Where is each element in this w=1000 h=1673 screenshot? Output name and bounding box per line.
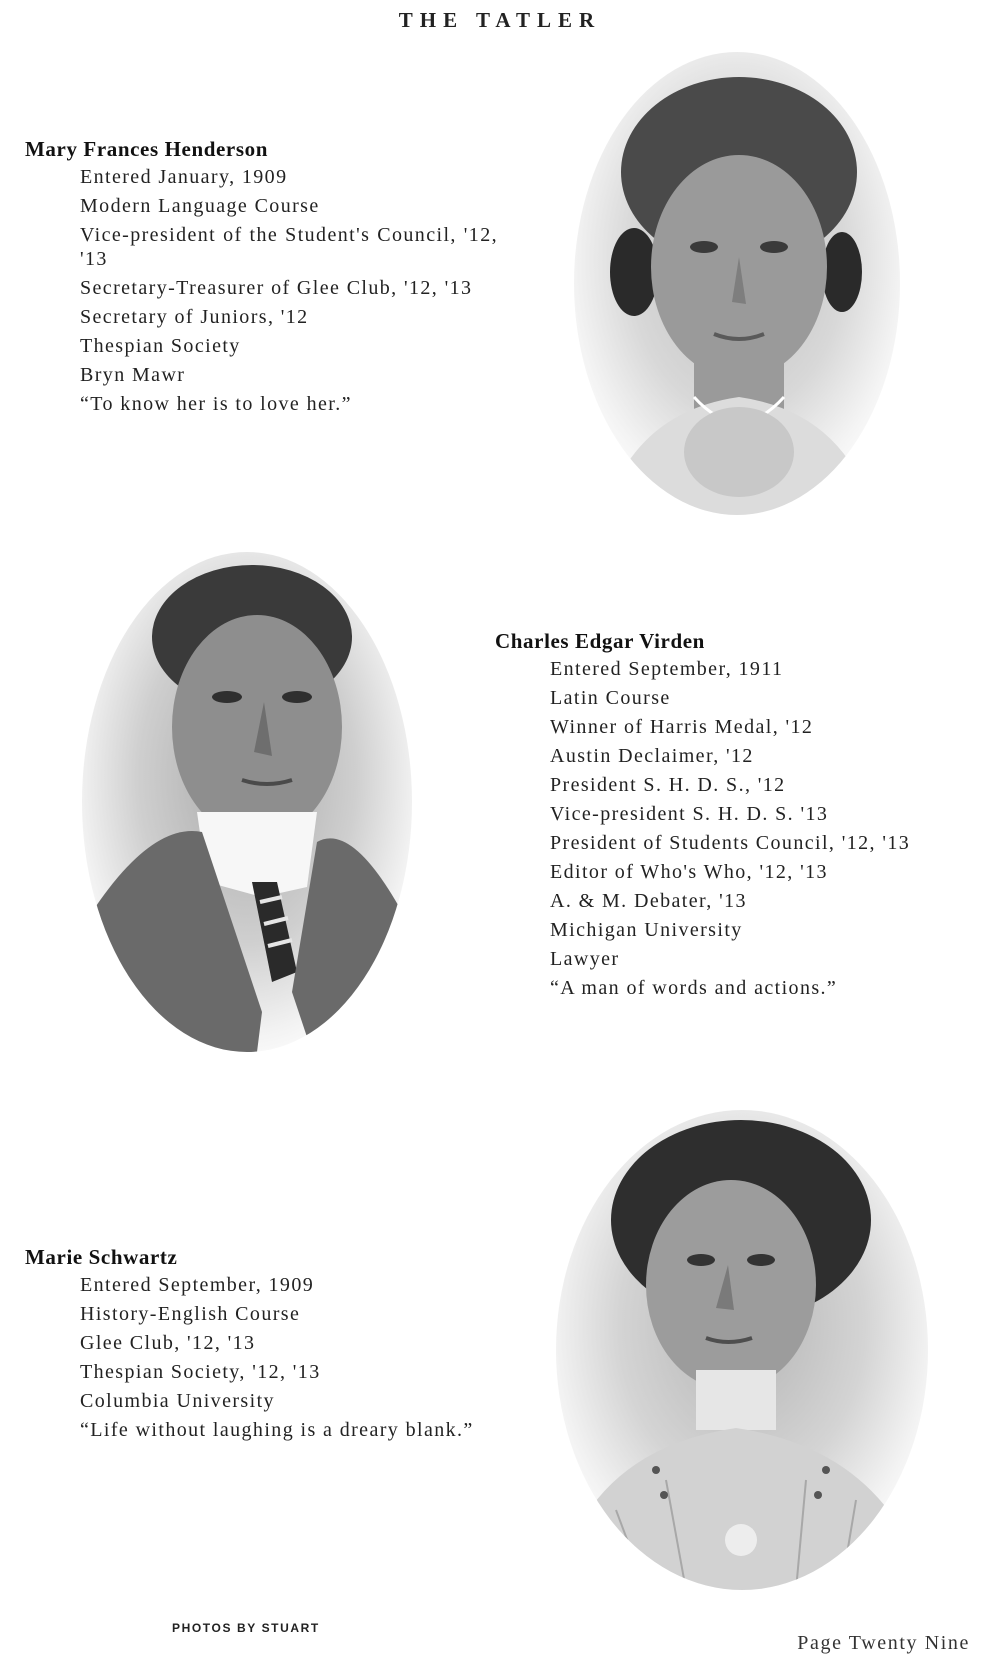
detail-line: Secretary-Treasurer of Glee Club, '12, '13 xyxy=(80,277,473,299)
photo-credit: PHOTOS BY STUART xyxy=(172,1621,320,1635)
detail-line: President S. H. D. S., '12 xyxy=(550,774,786,796)
portrait-photo-schwartz xyxy=(556,1110,928,1590)
detail-line: Michigan University xyxy=(550,919,743,941)
detail-line: Editor of Who's Who, '12, '13 xyxy=(550,861,828,883)
detail-line: “A man of words and actions.” xyxy=(550,977,838,999)
detail-line: Thespian Society xyxy=(80,335,241,357)
detail-line: Entered January, 1909 xyxy=(80,166,288,188)
student-name: Charles Edgar Virden xyxy=(495,629,705,653)
detail-line: “Life without laughing is a dreary blank.” xyxy=(80,1419,474,1441)
student-details xyxy=(495,657,975,1000)
student-details xyxy=(25,165,498,416)
detail-line: A. & M. Debater, '13 xyxy=(550,890,747,912)
detail-line: Latin Course xyxy=(550,687,671,709)
detail-line: Bryn Mawr xyxy=(80,364,186,386)
entry-henderson xyxy=(25,137,498,421)
page-number: Page Twenty Nine xyxy=(797,1632,970,1654)
entry-virden xyxy=(495,629,975,1005)
masthead: THE TATLER xyxy=(398,8,602,32)
detail-line: Lawyer xyxy=(550,948,620,970)
detail-line: Thespian Society, '12, '13 xyxy=(80,1361,321,1383)
detail-line: Secretary of Juniors, '12 xyxy=(80,306,309,328)
detail-line: Columbia University xyxy=(80,1390,275,1412)
detail-line: President of Students Council, '12, '13 xyxy=(550,832,911,854)
portrait-photo-virden xyxy=(82,552,412,1052)
student-name: Marie Schwartz xyxy=(25,1245,178,1269)
detail-line: History-English Course xyxy=(80,1303,301,1325)
detail-line: Vice-president of the Student's Council, '12, '13 xyxy=(80,224,498,270)
detail-line: Entered September, 1909 xyxy=(80,1274,315,1296)
detail-line: Entered September, 1911 xyxy=(550,658,784,680)
detail-line: Winner of Harris Medal, '12 xyxy=(550,716,814,738)
entry-schwartz xyxy=(25,1245,498,1447)
detail-line: “To know her is to love her.” xyxy=(80,393,352,415)
detail-line: Glee Club, '12, '13 xyxy=(80,1332,256,1354)
detail-line: Austin Declaimer, '12 xyxy=(550,745,754,767)
detail-line: Modern Language Course xyxy=(80,195,320,217)
portrait-photo-henderson xyxy=(574,52,900,515)
student-name: Mary Frances Henderson xyxy=(25,137,268,161)
detail-line: Vice-president S. H. D. S. '13 xyxy=(550,803,829,825)
student-details xyxy=(25,1273,498,1442)
